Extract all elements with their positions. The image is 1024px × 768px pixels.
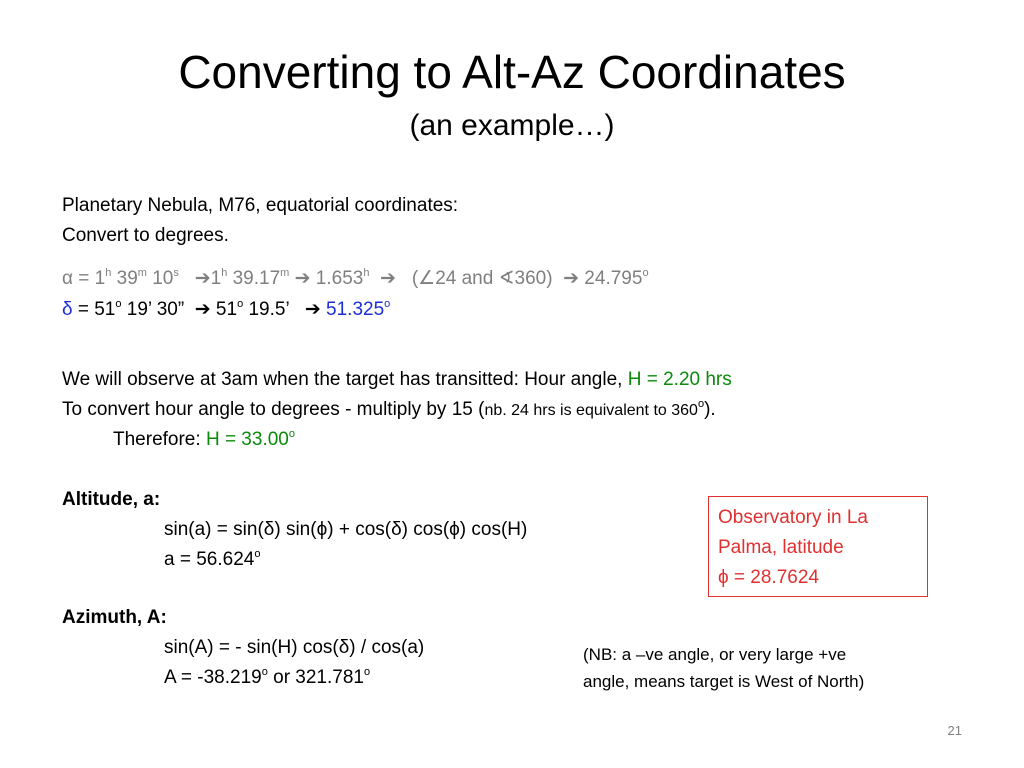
angle-icon: ∢ — [498, 268, 515, 289]
arrow-right-icon: ➔ — [380, 268, 396, 289]
delta-symbol: δ — [62, 299, 73, 320]
observatory-line-3: ϕ = 28.7624 — [718, 567, 819, 588]
slide-subtitle: (an example…) — [409, 109, 615, 142]
hour-angle-line-2: To convert hour angle to degrees - multiply by 15 (nb. 24 hrs is equivalent to 360$^o$). — [62, 398, 716, 420]
observatory-line-1: Observatory in La — [718, 507, 868, 528]
hour-angle-line-1: We will observe at 3am when the target has transitted: Hour angle, H = 2.20 hrs — [62, 369, 732, 390]
page-number: 21 — [947, 723, 962, 738]
arrow-right-icon: ➔ — [194, 299, 211, 320]
observatory-line-2: Palma, latitude — [718, 537, 844, 558]
azimuth-note — [583, 641, 864, 695]
azimuth-formula: sin(A) = - sin(H) cos(δ) / cos(a) — [164, 637, 425, 658]
azimuth-heading: Azimuth, A: — [62, 607, 167, 628]
alpha-conversion-line: $\alpha = 1^h$ 39$^m$ 10$^s$ ➔1$^h$ 39.17$^m$ ➔ 1.653$^h$ ➔ (∠24 and ∢360) ➔ 24.795$^o$ — [62, 267, 649, 289]
hour-angle-degrees: H = 33.00 — [205, 429, 289, 450]
altitude-result: $a = 56.624^o$ — [164, 548, 261, 570]
azimuth-result: $A = -38.219^o$ or 321.781$^o$ — [164, 666, 371, 688]
note-line-1: (NB: a –ve angle, or very large +ve — [583, 645, 847, 664]
intro-line-1: Planetary Nebula, M76, equatorial coordinates: — [62, 195, 459, 216]
hour-angle-value: H = 2.20 hrs — [627, 369, 732, 390]
slide-title: Converting to Alt-Az Coordinates — [178, 46, 846, 98]
arrow-right-icon: ➔ — [563, 268, 580, 289]
angle-icon: ∠ — [418, 268, 436, 289]
arrow-right-icon: ➔ — [304, 299, 321, 320]
alpha-symbol: α — [62, 268, 73, 289]
hour-angle-line-3: Therefore: $H = 33.00^o$ — [113, 428, 295, 450]
altitude-heading: Altitude, a: — [62, 489, 161, 510]
altitude-formula: sin(a) = sin(δ) sin(ϕ) + cos(δ) cos(ϕ) cos(H) — [164, 519, 528, 540]
arrow-right-icon: ➔ — [194, 268, 211, 289]
observatory-box — [708, 496, 928, 597]
note-line-2: angle, means target is West of North) — [583, 672, 865, 691]
arrow-right-icon: ➔ — [294, 268, 311, 289]
intro-line-2: Convert to degrees. — [62, 225, 229, 246]
delta-conversion-line: $\delta = 51^o$ 19’ 30” ➔ 51$^o$ 19.5’ ➔ 51.325$^o$ — [62, 298, 391, 320]
